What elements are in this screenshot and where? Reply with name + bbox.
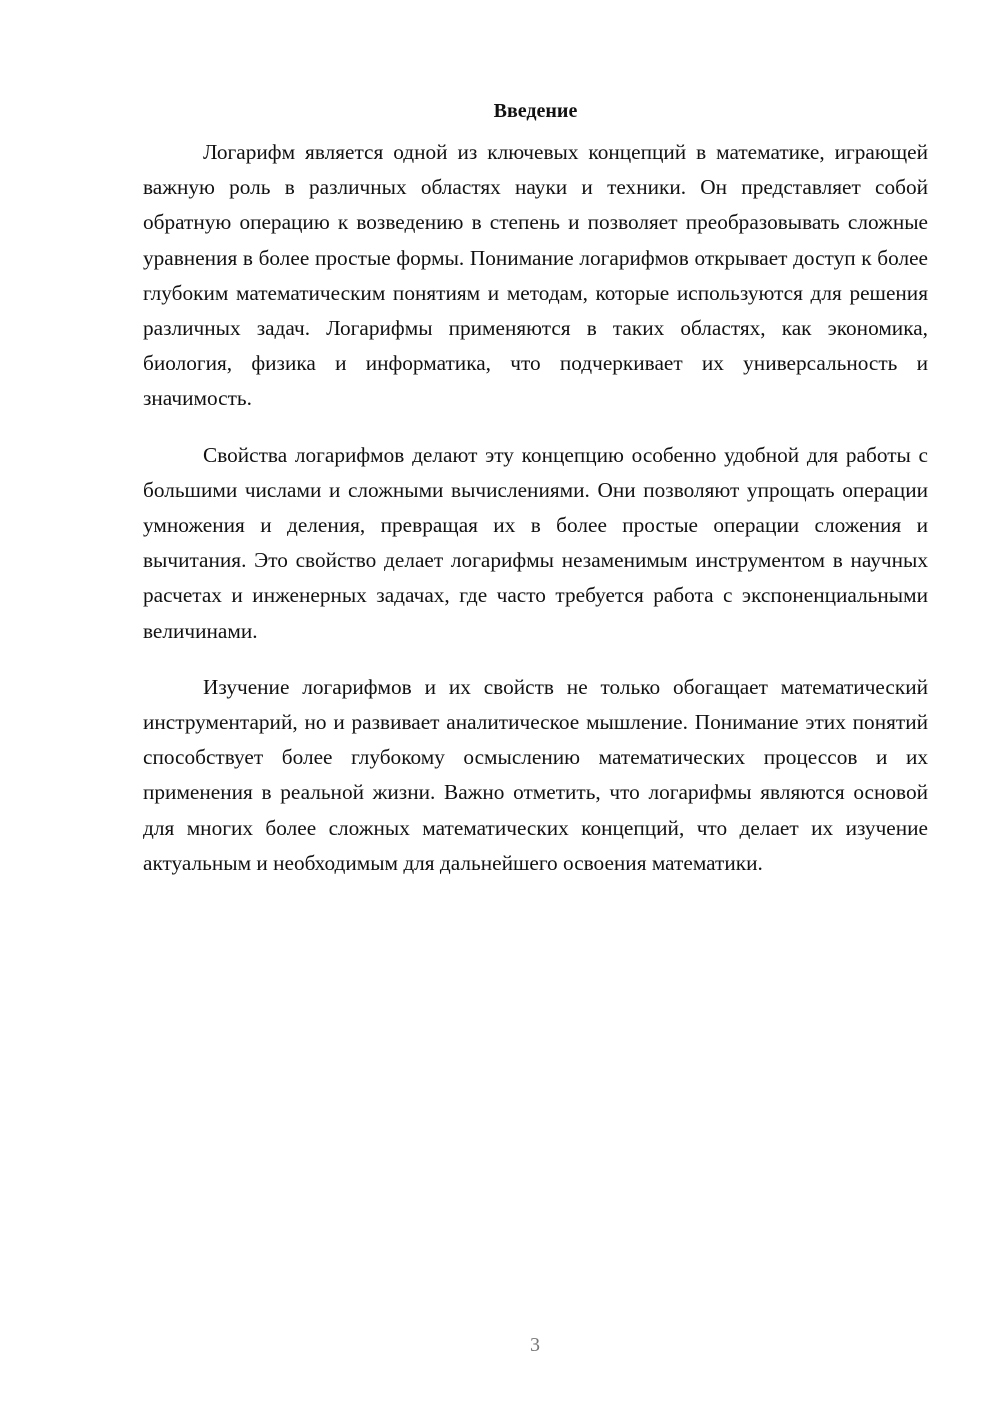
paragraph-2: Свойства логарифмов делают эту концепцию особенно удобной для работы с большими числами и сложными вычислениями. Они позволяют упрощать операции умножения и деления, превращая их в более простые операции сложения и вычитания. Это свойство делает логарифмы незаменимым инструментом в научных расчетах и инженерных задачах, где часто требуется работа с экспоненциальными величинами.: [143, 442, 928, 643]
section-title: Введение: [493, 100, 578, 122]
paragraph-1: Логарифм является одной из ключевых концепций в математике, играющей важную роль в различных областях науки и техники. Он представляет собой обратную операцию к возведению в степень и позволяет преобразовывать сложные уравнения в более простые формы. Понимание логарифмов открывает доступ к более глубоким математическим понятиям и методам, которые используются для решения различных задач. Логарифмы применяются в таких областях, как экономика, биология, физика и информатика, что подчеркивает их универсальность и значимость.: [143, 140, 928, 411]
paragraph-3: Изучение логарифмов и их свойств не только обогащает математический инструментарий, но и развивает аналитическое мышление. Понимание этих понятий способствует более глубокому осмыслению математических процессов и их применения в реальной жизни. Важно отметить, что логарифмы являются основой для многих более сложных математических концепций, что делает их изучение актуальным и необходимым для дальнейшего освоения математики.: [143, 674, 928, 875]
document-body: [143, 97, 928, 902]
page-number: 3: [530, 1334, 540, 1356]
